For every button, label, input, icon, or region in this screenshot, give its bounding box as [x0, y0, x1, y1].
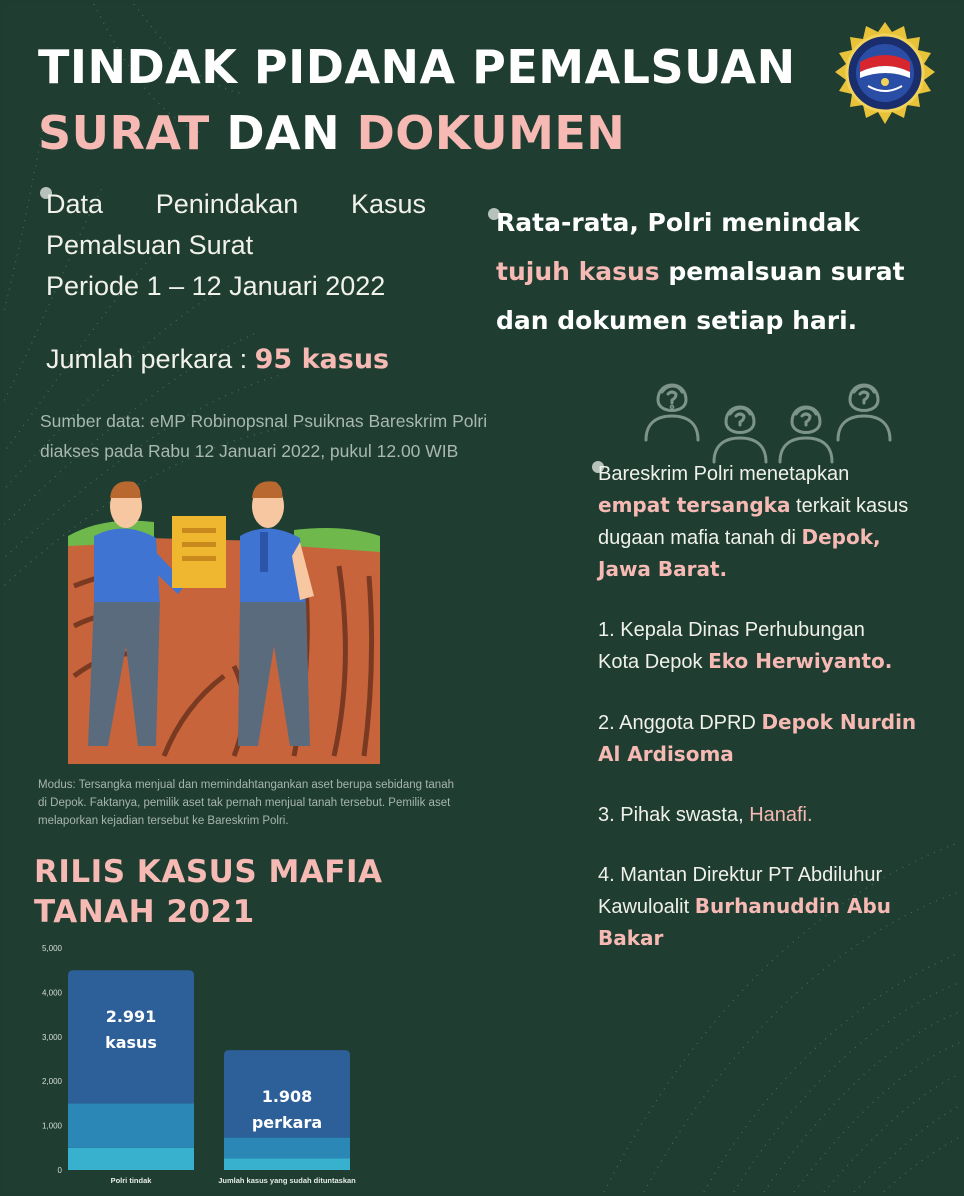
- y-tick-label: 1,000: [41, 1121, 62, 1131]
- bar-value-label: 1.908: [261, 1087, 313, 1107]
- suspect-1-name: Eko Herwiyanto.: [708, 649, 893, 673]
- modus-line-1: Modus: Tersangka menjual dan memindahtangankan aset berupa sebidang tanah: [38, 779, 454, 791]
- suspect-3-role: 3. Pihak swasta,: [598, 804, 750, 826]
- source-line-1: Sumber data: eMP Robinopsnal Psuiknas Bareskrim Polri: [40, 411, 488, 431]
- y-tick-label: 5,000: [41, 944, 62, 953]
- intro-text-1: Bareskrim Polri menetapkan: [598, 463, 850, 485]
- bar-segment: [224, 1138, 350, 1159]
- bar-unit-label: kasus: [105, 1033, 157, 1053]
- period-word-1: Data: [46, 189, 104, 219]
- category-label: Jumlah kasus yang sudah dituntaskan: [218, 1176, 356, 1185]
- modus-line-3: melaporkan kejadian tersebut ke Bareskrim Polri.: [38, 815, 289, 827]
- category-label: Polri tindak: [110, 1176, 152, 1185]
- total-label: Jumlah perkara :: [46, 344, 255, 374]
- period-line-3: Periode 1 – 12 Januari 2022: [46, 271, 386, 301]
- title-line-1: TINDAK PIDANA PEMALSUAN: [38, 40, 796, 94]
- intro-province: Jawa Barat.: [598, 557, 728, 581]
- suspect-4-name-1: Burhanuddin Abu: [694, 894, 891, 918]
- average-line-2: [496, 247, 956, 296]
- suspect-2-role: 2. Anggota DPRD: [598, 712, 762, 734]
- rilis-line-2: TANAH 2021: [34, 894, 255, 930]
- intro-text-2: terkait kasus: [790, 495, 909, 517]
- bar-segment: [68, 1103, 194, 1147]
- suspect-4-name-2: Bakar: [598, 926, 664, 950]
- average-statement: [496, 198, 956, 345]
- data-source: [40, 406, 487, 466]
- bar-segment: [68, 1148, 194, 1170]
- period-word-2: Penindakan: [155, 189, 299, 219]
- rilis-line-1: RILIS KASUS MAFIA: [34, 854, 383, 890]
- intro-text-3: dugaan mafia tanah di: [598, 527, 802, 549]
- suspect-4: [598, 860, 958, 955]
- suspect-2-name-1: Depok Nurdin: [761, 710, 917, 734]
- rilis-heading: [34, 852, 383, 932]
- y-tick-label: 3,000: [41, 1032, 62, 1042]
- suspect-4-company: Kawuloalit: [598, 896, 695, 918]
- suspects-icon: [636, 366, 896, 466]
- period-word-3: Kasus: [350, 189, 426, 219]
- title-word-surat: SURAT: [38, 106, 210, 160]
- average-line-1: Rata-rata, Polri menindak: [496, 208, 860, 237]
- source-line-2: diakses pada Rabu 12 Januari 2022, pukul 12.00 WIB: [40, 441, 459, 461]
- suspect-3-name: Hanafi.: [749, 804, 813, 826]
- police-badge-logo: [830, 20, 940, 130]
- suspects-info: [598, 459, 958, 955]
- suspect-1: [598, 615, 958, 678]
- suspect-2: [598, 707, 958, 771]
- title-word-dan: DAN: [209, 106, 357, 160]
- intro-highlight: empat tersangka: [598, 493, 791, 517]
- suspect-1-place: Kota Depok: [598, 651, 709, 673]
- suspects-intro: [598, 459, 958, 586]
- mafia-tanah-bar-chart: [30, 940, 380, 1190]
- modus-line-2: di Depok. Faktanya, pemilik aset tak pernah menjual tanah tersebut. Pemilik aset: [38, 797, 451, 809]
- title-word-dokumen: DOKUMEN: [356, 106, 626, 160]
- land-sale-illustration: [64, 476, 384, 766]
- y-tick-label: 4,000: [41, 988, 62, 998]
- period-line-2: Pemalsuan Surat: [46, 230, 254, 260]
- bar-value-label: 2.991: [105, 1007, 157, 1027]
- suspect-3: [598, 800, 958, 831]
- period-block: [46, 184, 426, 307]
- bar-segment: [224, 1158, 350, 1170]
- total-value: 95 kasus: [254, 344, 390, 375]
- average-line-3: dan dokumen setiap hari.: [496, 306, 858, 335]
- average-line-2-rest: pemalsuan surat: [659, 257, 905, 286]
- intro-location: Depok,: [801, 525, 881, 549]
- period-line-1: [46, 184, 426, 225]
- average-highlight: tujuh kasus: [496, 257, 660, 286]
- title-line-2: [38, 106, 626, 160]
- y-tick-label: 2,000: [41, 1077, 62, 1087]
- bar-unit-label: perkara: [251, 1113, 323, 1133]
- modus-caption: [38, 776, 538, 830]
- suspect-2-name-2: Al Ardisoma: [598, 742, 734, 766]
- suspect-1-role: 1. Kepala Dinas Perhubungan: [598, 619, 865, 641]
- infographic: [4, 4, 960, 1192]
- suspect-4-role: 4. Mantan Direktur PT Abdiluhur: [598, 864, 883, 886]
- total-cases: [46, 344, 389, 375]
- y-tick-label: 0: [57, 1166, 62, 1175]
